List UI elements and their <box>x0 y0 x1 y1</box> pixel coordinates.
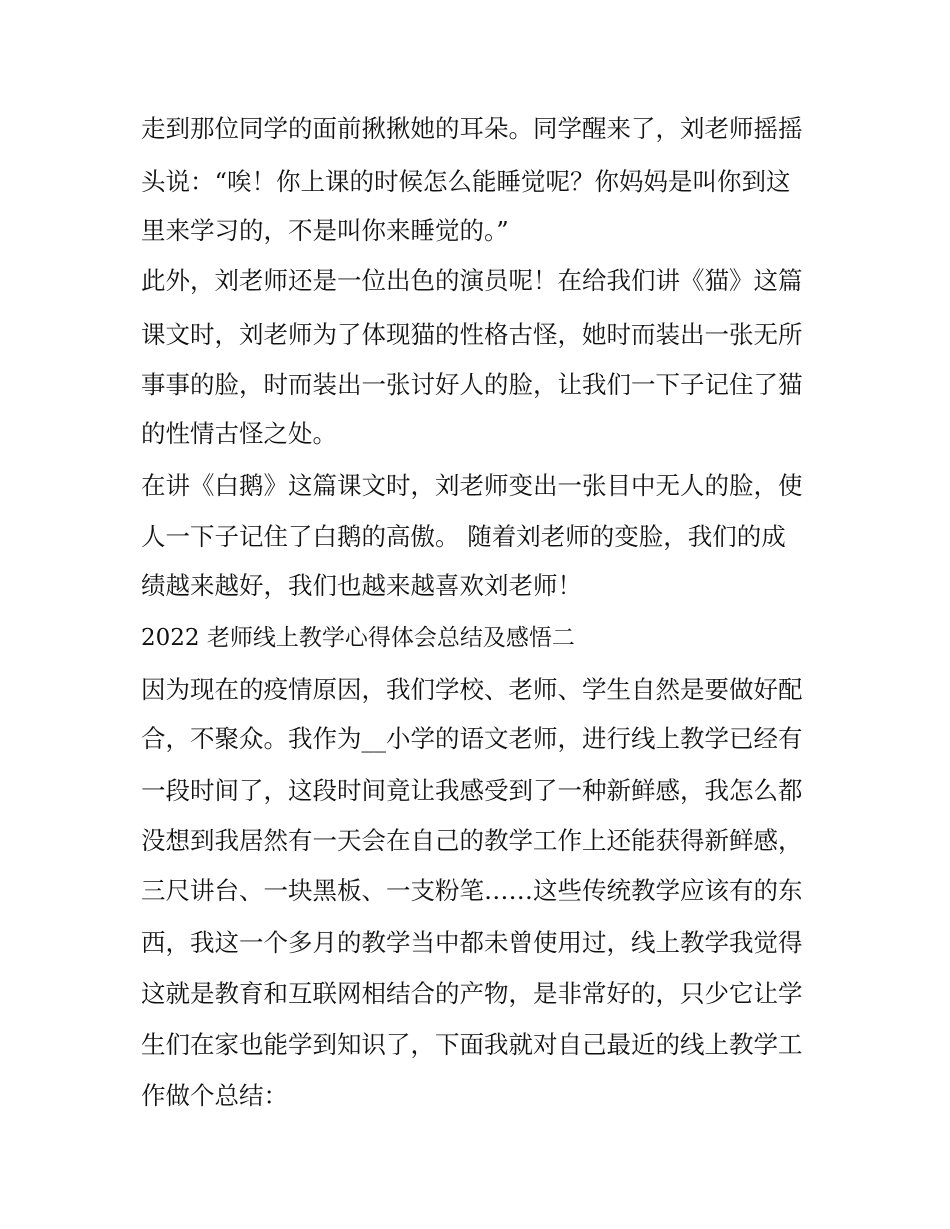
text-line: 没想到我居然有一天会在自己的教学工作上还能获得新鲜感， <box>141 826 803 855</box>
text-line: 因为现在的疫情原因，我们学校、老师、学生自然是要做好配 <box>141 675 803 704</box>
text-line: 里来学习的，不是叫你来睡觉的。” <box>141 216 509 245</box>
text-line: 合，不聚众。我作为__小学的语文老师，进行线上教学已经有 <box>141 724 803 753</box>
text-line: 课文时，刘老师为了体现猫的性格古怪，她时而装出一张无所 <box>141 320 803 349</box>
text-line: 一段时间了，这段时间竟让我感受到了一种新鲜感，我怎么都 <box>141 776 803 805</box>
text-line: 事事的脸，时而装出一张讨好人的脸，让我们一下子记住了猫 <box>141 370 803 399</box>
text-line: 这就是教育和互联网相结合的产物，是非常好的，只少它让学 <box>141 979 803 1008</box>
section-heading: 2022 老师线上教学心得体会总结及感悟二 <box>141 625 575 651</box>
text-line: 的性情古怪之处。 <box>141 419 337 448</box>
text-line: 三尺讲台、一块黑板、一支粉笔……这些传统教学应该有的东 <box>141 876 803 905</box>
text-line: 绩越来越好，我们也越来越喜欢刘老师！ <box>141 571 582 600</box>
text-line: 此外，刘老师还是一位出色的演员呢！在给我们讲《猫》这篇 <box>141 266 803 295</box>
text-line: 人一下子记住了白鹅的高傲。 随着刘老师的变脸，我们的成 <box>141 522 786 551</box>
text-line: 走到那位同学的面前揪揪她的耳朵。同学醒来了，刘老师摇摇 <box>141 114 803 143</box>
text-line: 作做个总结： <box>141 1081 288 1110</box>
text-line: 西，我这一个多月的教学当中都未曾使用过，线上教学我觉得 <box>141 928 803 957</box>
text-line: 头说：“唉！你上课的时候怎么能睡觉呢？你妈妈是叫你到这 <box>141 167 791 196</box>
text-line: 在讲《白鹅》这篇课文时，刘老师变出一张目中无人的脸，使 <box>141 471 803 500</box>
text-line: 生们在家也能学到知识了，下面我就对自己最近的线上教学工 <box>141 1030 803 1059</box>
